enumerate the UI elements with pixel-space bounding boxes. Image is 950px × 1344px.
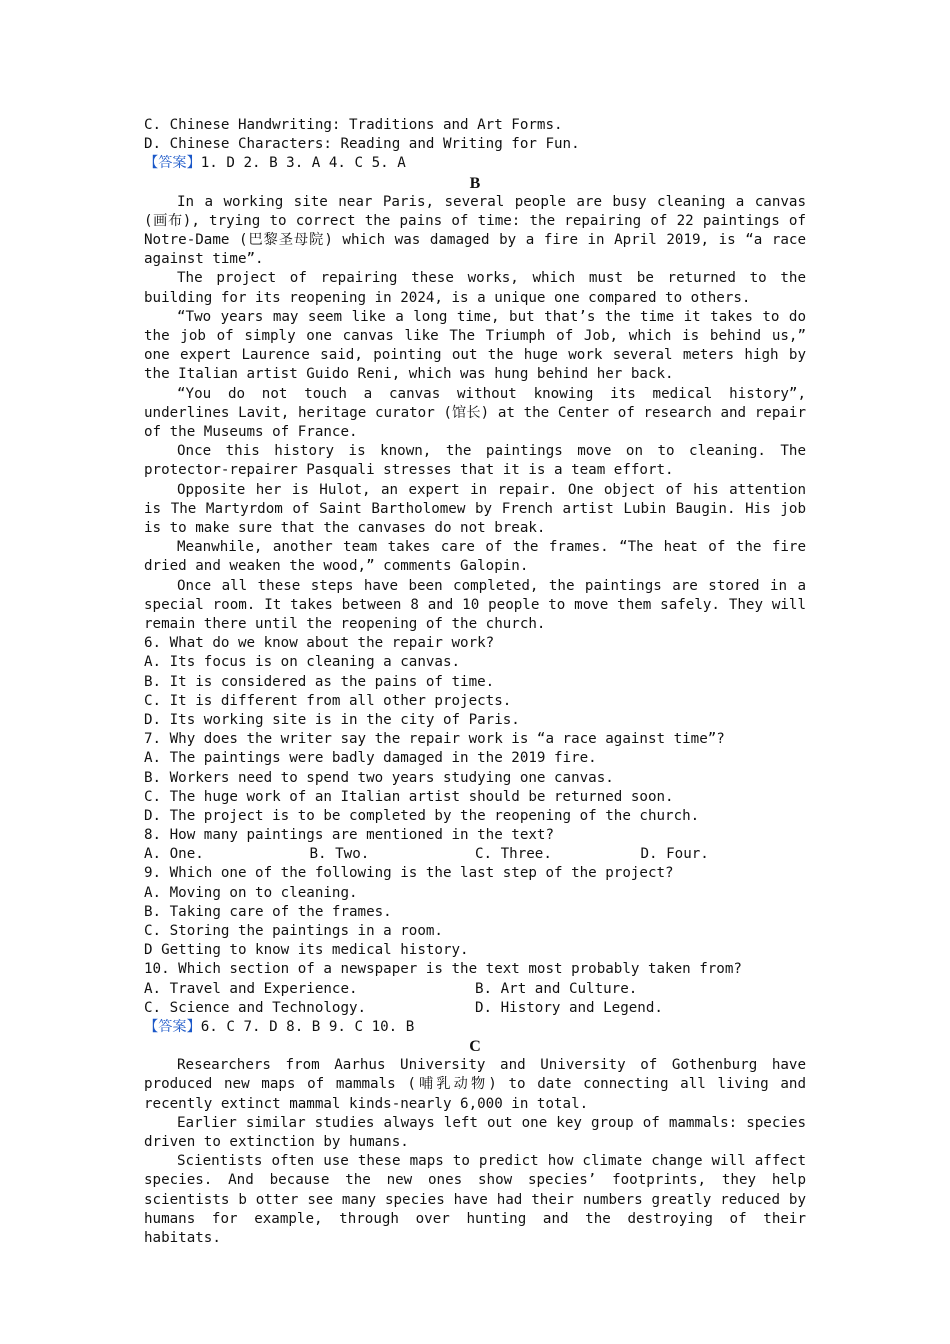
- paragraph: Earlier similar studies always left out one key group of mammals: species driven to extinction by humans.: [144, 1114, 806, 1150]
- question-10-options: [144, 999, 806, 1018]
- question-10-option: C. Science and Technology.: [144, 999, 367, 1016]
- question-6-option: B. It is considered as the pains of time.: [144, 673, 495, 690]
- paragraph: Once this history is known, the paintings move on to cleaning. The protector-repairer Pasquali stresses that it is a team effort.: [144, 443, 806, 479]
- question-10-option: A. Travel and Experience.: [144, 980, 358, 997]
- question-9-option: A. Moving on to cleaning.: [144, 884, 358, 901]
- question-9-stem: 9. Which one of the following is the last step of the project?: [144, 865, 674, 882]
- paragraph: Meanwhile, another team takes care of the frames. “The heat of the fire dried and weaken the wood,” comments Galopin.: [144, 539, 806, 575]
- question-10-stem: 10. Which section of a newspaper is the text most probably taken from?: [144, 961, 742, 978]
- paragraph: Scientists often use these maps to predict how climate change will affect species. And because the new ones show species’ footprints, they help scientists b otter see many species have had their numbers greatly reduced by humans for example, through over hunting and the destroying of their habitats.: [144, 1153, 806, 1246]
- question-7-option: C. The huge work of an Italian artist should be returned soon.: [144, 788, 674, 805]
- question-7-option: B. Workers need to spend two years studying one canvas.: [144, 769, 614, 786]
- question-8-option: C. Three.: [475, 846, 552, 863]
- question-6-option: A. Its focus is on cleaning a canvas.: [144, 654, 461, 671]
- question-9-option: B. Taking care of the frames.: [144, 903, 392, 920]
- question-8-option: B. Two.: [309, 846, 370, 863]
- question-6-option: C. It is different from all other projects.: [144, 692, 512, 709]
- paragraph: In a working site near Paris, several people are busy cleaning a canvas (画布), trying to correct the pains of time: the repairing of 22 paintings of Notre-Dame (巴黎圣母院) which was damaged by a fire in April 2019, is “a race against time”.: [144, 193, 806, 268]
- question-10-option: B. Art and Culture.: [475, 980, 638, 997]
- paragraph: Opposite her is Hulot, an expert in repair. One object of his attention is The Martyrdom of Saint Bartholomew by French artist Lubin Baugin. His job is to make sure that the canvases do not break.: [144, 481, 806, 537]
- answer-line-1-5: [144, 154, 806, 173]
- question-8-stem: 8. How many paintings are mentioned in the text?: [144, 827, 554, 844]
- option-line: D. Chinese Characters: Reading and Writing for Fun.: [144, 136, 580, 153]
- answer-values: 6. C 7. D 8. B 9. C 10. B: [200, 1018, 415, 1035]
- question-10-options: [144, 980, 806, 999]
- question-7-option: A. The paintings were badly damaged in the 2019 fire.: [144, 750, 597, 767]
- paragraph: “You do not touch a canvas without knowing its medical history”, underlines Lavit, heritage curator (馆长) at the Center of research and repair of the Museums of France.: [144, 385, 806, 440]
- paragraph: Researchers from Aarhus University and University of Gothenburg have produced new maps of mammals (哺乳动物) to date connecting all living and recently extinct mammal kinds-nearly 6,000 in total.: [144, 1057, 806, 1112]
- question-7-option: D. The project is to be completed by the reopening of the church.: [144, 807, 700, 824]
- question-9-option: D Getting to know its medical history.: [144, 942, 469, 959]
- option-line: C. Chinese Handwriting: Traditions and Art Forms.: [144, 117, 563, 133]
- question-9-option: C. Storing the paintings in a room.: [144, 923, 443, 940]
- answer-tag: 【答案】: [144, 155, 201, 172]
- section-heading-b: B: [469, 174, 481, 192]
- section-heading-c: C: [469, 1038, 481, 1056]
- paragraph: “Two years may seem like a long time, but that’s the time it takes to do the job of simply one canvas like The Triumph of Job, which is behind us,” one expert Laurence said, pointing out the huge work several meters high by the Italian artist Guido Reni, which was hung behind her back.: [144, 308, 806, 383]
- answer-values: 1. D 2. B 3. A 4. C 5. A: [200, 155, 406, 172]
- paragraph: Once all these steps have been completed, the paintings are stored in a special room. It takes between 8 and 10 people to move them safely. They will remain there until the reopening of the church.: [144, 577, 806, 633]
- question-6-option: D. Its working site is in the city of Paris.: [144, 711, 520, 728]
- document-body: [144, 116, 806, 1248]
- answer-line-6-10: [144, 1018, 806, 1037]
- question-8-option: A. One.: [144, 846, 204, 863]
- question-10-option: D. History and Legend.: [475, 999, 663, 1016]
- question-8-options: [144, 845, 806, 864]
- question-6-stem: 6. What do we know about the repair work?: [144, 635, 495, 652]
- question-7-stem: 7. Why does the writer say the repair work is “a race against time”?: [144, 731, 725, 748]
- answer-tag: 【答案】: [144, 1018, 201, 1035]
- paragraph: The project of repairing these works, which must be returned to the building for its reopening in 2024, is a unique one compared to others.: [144, 270, 806, 306]
- question-8-option: D. Four.: [640, 846, 709, 863]
